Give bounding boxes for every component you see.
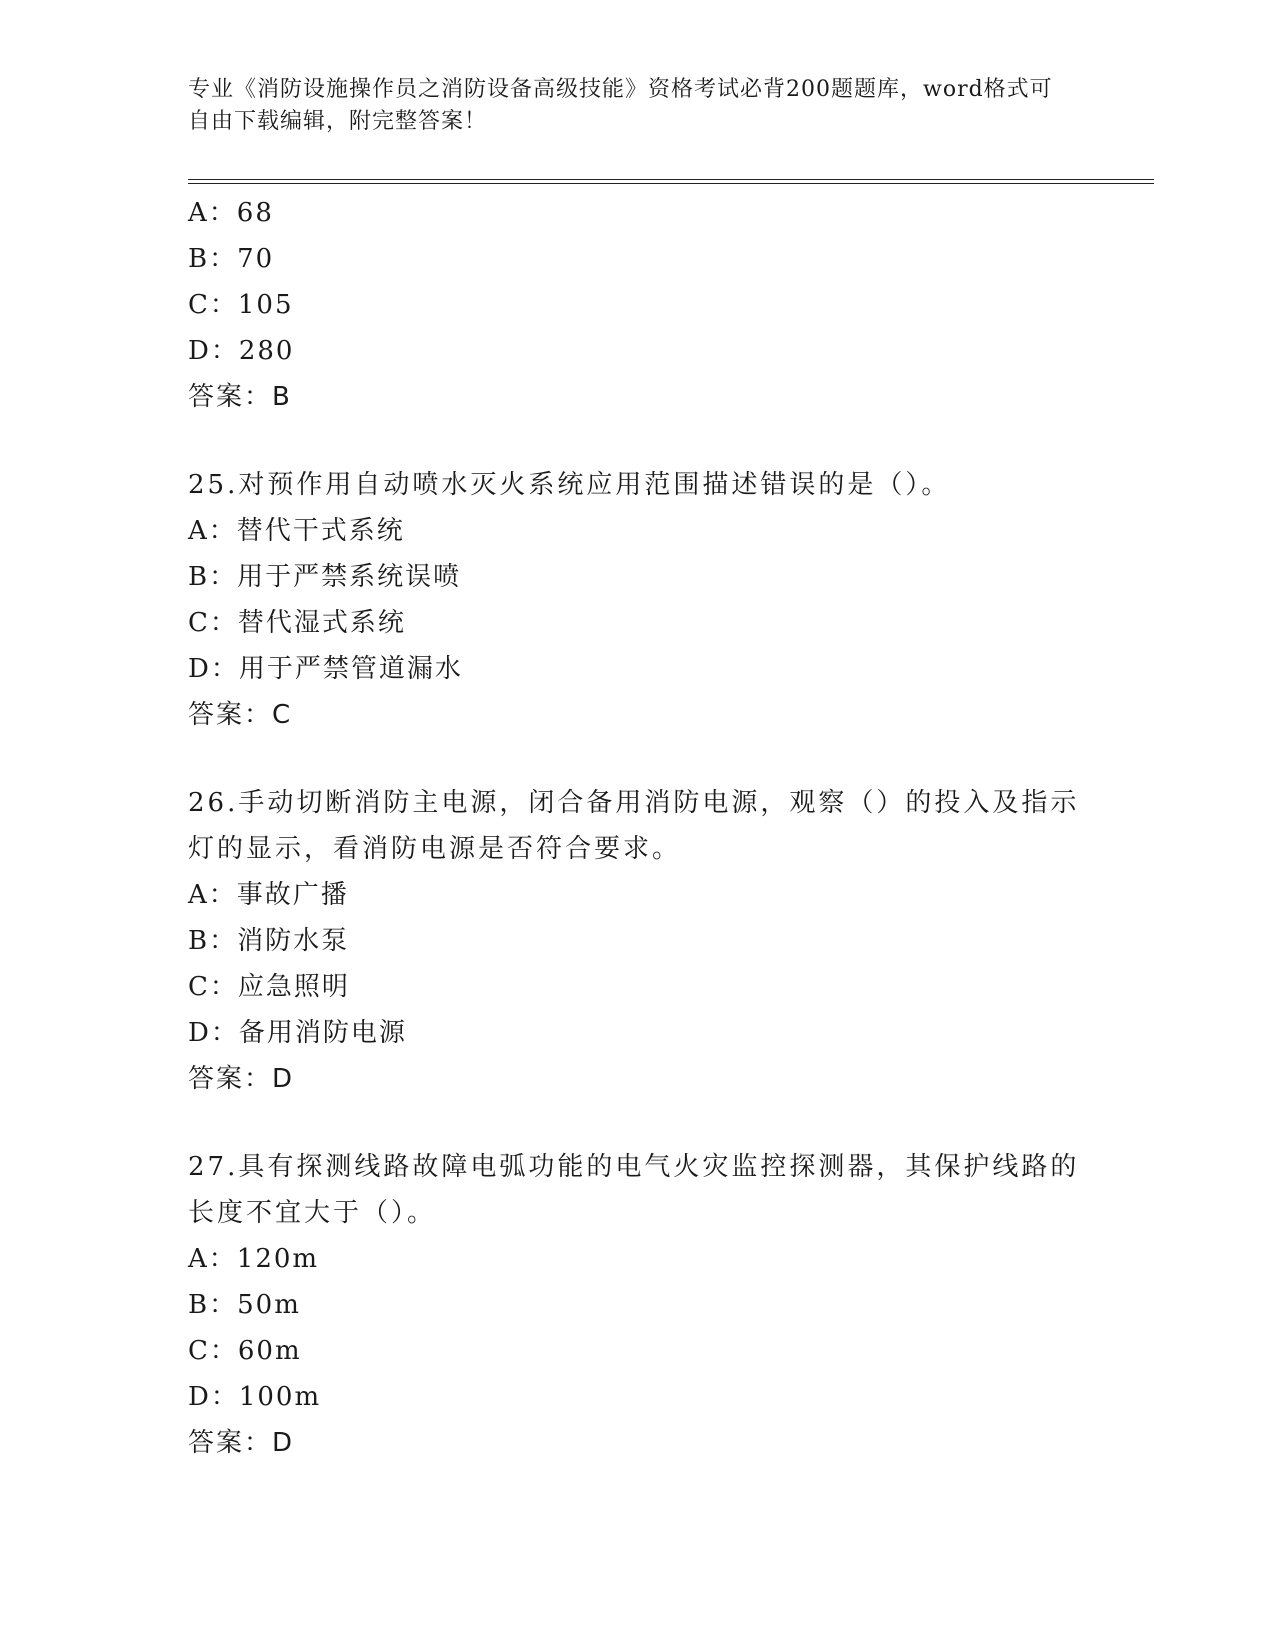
option-c: C：105 (188, 290, 294, 320)
option-b: B：用于严禁系统误喷 (188, 562, 462, 592)
question-25 (188, 462, 1088, 738)
option-a: A：68 (188, 198, 274, 228)
option-c: C：替代湿式系统 (188, 608, 406, 638)
option-d: D：用于严禁管道漏水 (188, 654, 463, 684)
header-divider-bottom (188, 183, 1154, 184)
question-stem: 25.对预作用自动喷水灭火系统应用范围描述错误的是（）。 (188, 470, 951, 500)
option-d: D：备用消防电源 (188, 1018, 407, 1048)
document-header: 专业《消防设施操作员之消防设备高级技能》资格考试必背200题题库，word格式可自由下载编辑，附完整答案！ (188, 77, 1053, 134)
option-c: C：60m (188, 1336, 302, 1366)
option-c: C：应急照明 (188, 972, 350, 1002)
option-b: B：70 (188, 244, 275, 274)
question-26 (188, 780, 1088, 1102)
question-stem: 27.具有探测线路故障电弧功能的电气火灾监控探测器，其保护线路的长度不宜大于（）。 (188, 1152, 1080, 1228)
option-d: D：100m (188, 1382, 322, 1412)
question-27 (188, 1144, 1088, 1466)
option-d: D：280 (188, 336, 295, 366)
answer-line: 答案：D (188, 1064, 295, 1094)
question-stem: 26.手动切断消防主电源，闭合备用消防电源，观察（）的投入及指示灯的显示，看消防电源是否符合要求。 (188, 788, 1080, 864)
answer-line: 答案：C (188, 700, 293, 730)
option-b: B：消防水泵 (188, 926, 350, 956)
option-a: A：替代干式系统 (188, 516, 405, 546)
header-divider-top (188, 179, 1154, 180)
answer-line: 答案：B (188, 382, 292, 412)
question-24-partial (188, 190, 1088, 420)
option-a: A：120m (188, 1244, 320, 1274)
option-b: B：50m (188, 1290, 301, 1320)
answer-line: 答案：D (188, 1428, 295, 1458)
question-list (188, 190, 1088, 1466)
option-a: A：事故广播 (188, 880, 349, 910)
